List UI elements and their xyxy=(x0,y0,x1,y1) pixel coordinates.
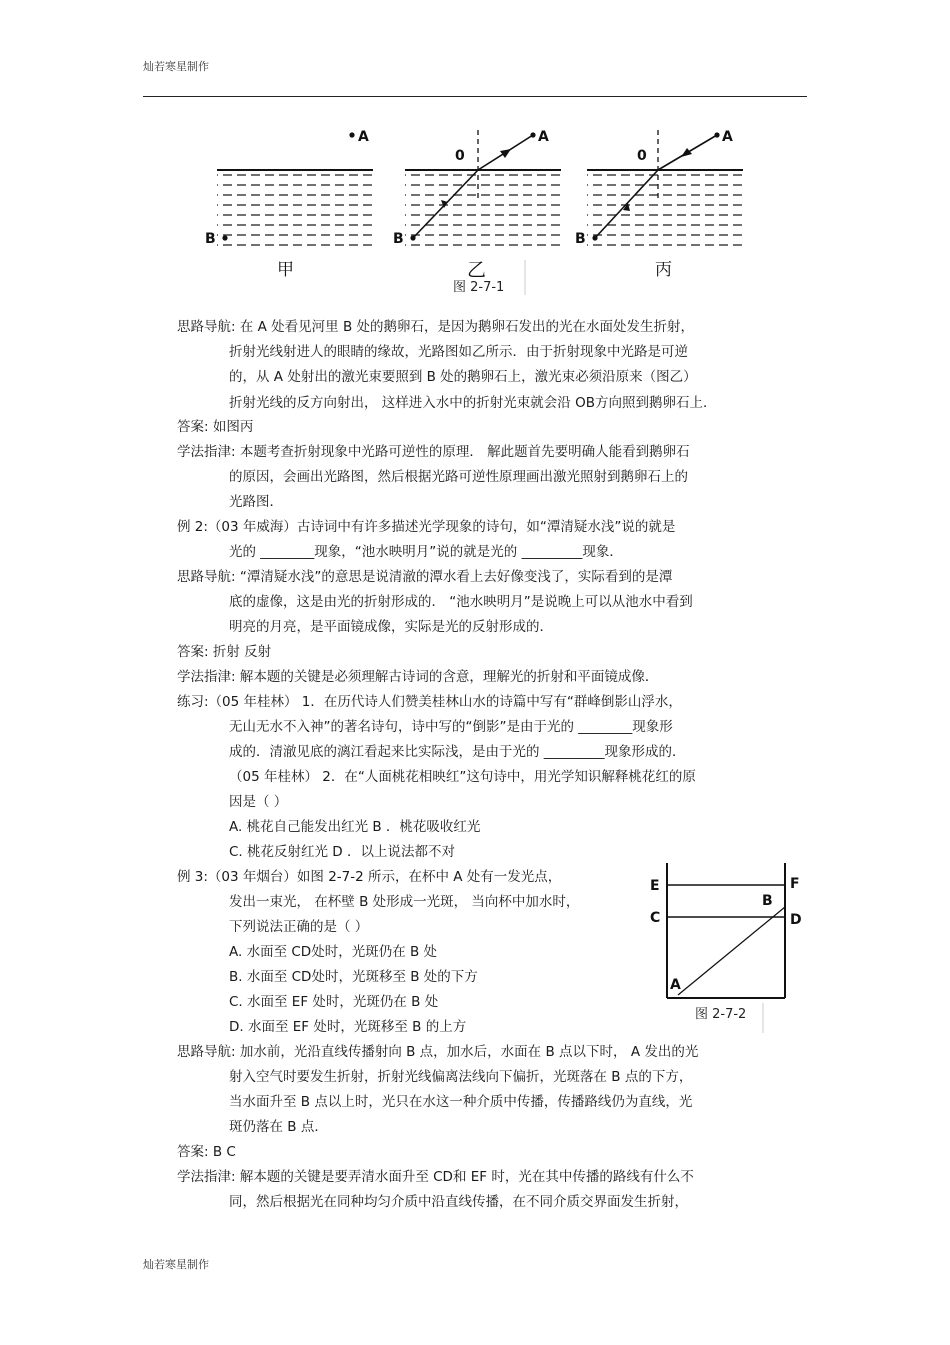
page-footer: 灿若寒星制作 xyxy=(143,1258,209,1271)
text-line: A. 水面至 CD处时，光斑仍在 B 处 xyxy=(229,944,438,960)
label-d: D xyxy=(790,912,802,928)
text-line: 的，从 A 处射出的激光束要照到 B 处的鹅卵石上，激光束必须沿原来（图乙） xyxy=(229,369,697,385)
text-line: 学法指津: 本题考查折射现象中光路可逆性的原理． 解此题首先要明确人能看到鹅卵石 xyxy=(177,444,690,460)
label-b: B xyxy=(205,231,216,247)
text-line: 光的 ________现象，“池水映明月”说的就是光的 _________现象． xyxy=(229,544,623,560)
label-c: C xyxy=(650,910,661,926)
text-line: 光路图． xyxy=(229,494,283,510)
label-a: A xyxy=(538,129,549,145)
text-line: 思路导航: “潭清疑水浅”的意思是说清澈的潭水看上去好像变浅了，实际看到的是潭 xyxy=(177,569,673,585)
figure-2-7-2 xyxy=(640,855,820,1035)
figure-caption: 图 2-7-1 xyxy=(453,280,505,295)
text-line: C. 水面至 EF 处时，光斑仍在 B 处 xyxy=(229,994,439,1010)
text-line: 的原因，会画出光路图，然后根据光路可逆性原理画出激光照射到鹅卵石上的 xyxy=(229,469,688,485)
label-b: B xyxy=(393,231,404,247)
text-line: 练习:（05 年桂林） 1．在历代诗人们赞美桂林山水的诗篇中写有“群峰倒影山浮水， xyxy=(177,694,682,710)
label-o: 0 xyxy=(455,148,465,164)
label-e: E xyxy=(650,878,660,894)
figure-caption: 图 2-7-2 xyxy=(695,1007,747,1022)
panel-bing xyxy=(575,129,743,280)
arrow-up xyxy=(500,149,511,158)
panel-label-yi: 乙 xyxy=(467,259,487,281)
text-line: 斑仍落在 B 点． xyxy=(229,1119,328,1135)
text-line: 学法指津: 解本题的关键是要弄清水面升至 CD和 EF 时，光在其中传播的路线有什么不 xyxy=(177,1169,694,1185)
text-line: 发出一束光， 在杯壁 B 处形成一光斑， 当向杯中加水时， xyxy=(229,894,580,910)
point-b-dot xyxy=(222,235,227,240)
text-line: D. 水面至 EF 处时，光斑移至 B 的上方 xyxy=(229,1019,467,1035)
text-line: 思路导航: 在 A 处看见河里 B 处的鹅卵石，是因为鹅卵石发出的光在水面处发生折射， xyxy=(177,319,695,335)
point-a-dot xyxy=(349,132,354,137)
label-b: B xyxy=(575,231,586,247)
text-line: 折射光线的反方向射出， 这样进入水中的折射光束就会沿 OB方向照到鹅卵石上． xyxy=(229,395,717,411)
text-line: 折射光线射进人的眼睛的缘故，光路图如乙所示．由于折射现象中光路是可逆 xyxy=(229,344,688,360)
text-line: 思路导航: 加水前，光沿直线传播射向 B 点，加水后，水面在 B 点以下时， A 发出的光 xyxy=(177,1044,699,1060)
text-line: 答案: 如图丙 xyxy=(177,419,254,435)
text-line: 无山无水不入神”的著名诗句，诗中写的“倒影”是由于光的 ________现象形 xyxy=(229,719,673,735)
text-line: 例 2:（03 年威海）古诗词中有许多描述光学现象的诗句，如“潭清疑水浅”说的就是 xyxy=(177,519,676,535)
label-f: F xyxy=(790,876,800,892)
text-line: 成的．清澈见底的漓江看起来比实际浅，是由于光的 _________现象形成的． xyxy=(229,744,686,760)
panel-label-bing: 丙 xyxy=(655,260,672,280)
arrow-down xyxy=(681,148,692,157)
text-line: 同，然后根据光在同种均匀介质中沿直线传播，在不同介质交界面发生折射， xyxy=(229,1194,688,1210)
label-a: A xyxy=(358,129,369,145)
label-a: A xyxy=(670,977,681,993)
label-o: 0 xyxy=(637,148,647,164)
text-line: B. 水面至 CD处时，光斑移至 B 处的下方 xyxy=(229,969,478,985)
page-header: 灿若寒星制作 xyxy=(143,60,209,73)
text-line: A. 桃花自己能发出红光 B ．桃花吸收红光 xyxy=(229,819,481,835)
text-line: 底的虚像，这是由光的折射形成的． “池水映明月”是说晚上可以从池水中看到 xyxy=(229,594,693,610)
figure-2-7-1 xyxy=(195,120,755,300)
text-line: （05 年桂林） 2．在“人面桃花相映红”这句诗中，用光学知识解释桃花红的原 xyxy=(229,769,696,785)
text-line: 明亮的月亮，是平面镜成像，实际是光的反射形成的． xyxy=(229,619,553,635)
text-line: 当水面升至 B 点以上时，光只在水这一种介质中传播，传播路线仍为直线，光 xyxy=(229,1094,693,1110)
light-ray xyxy=(678,907,785,995)
text-line: 下列说法正确的是（ ） xyxy=(229,919,369,935)
label-b: B xyxy=(762,893,773,909)
panel-yi xyxy=(393,129,561,281)
text-line: 答案: 折射 反射 xyxy=(177,644,272,660)
text-line: 例 3:（03 年烟台）如图 2-7-2 所示，在杯中 A 处有一发光点， xyxy=(177,869,562,885)
label-a: A xyxy=(722,129,733,145)
header-rule xyxy=(143,96,807,97)
text-line: C. 桃花反射红光 D ．以上说法都不对 xyxy=(229,844,455,860)
text-line: 射入空气时要发生折射，折射光线偏离法线向下偏折，光斑落在 B 点的下方， xyxy=(229,1069,693,1085)
text-line: 学法指津: 解本题的关键是必须理解古诗词的含意，理解光的折射和平面镜成像． xyxy=(177,669,659,685)
panel-jia xyxy=(205,129,373,280)
text-line: 答案: B C xyxy=(177,1144,236,1160)
panel-label-jia: 甲 xyxy=(277,260,294,280)
text-line: 因是（ ） xyxy=(229,794,288,810)
